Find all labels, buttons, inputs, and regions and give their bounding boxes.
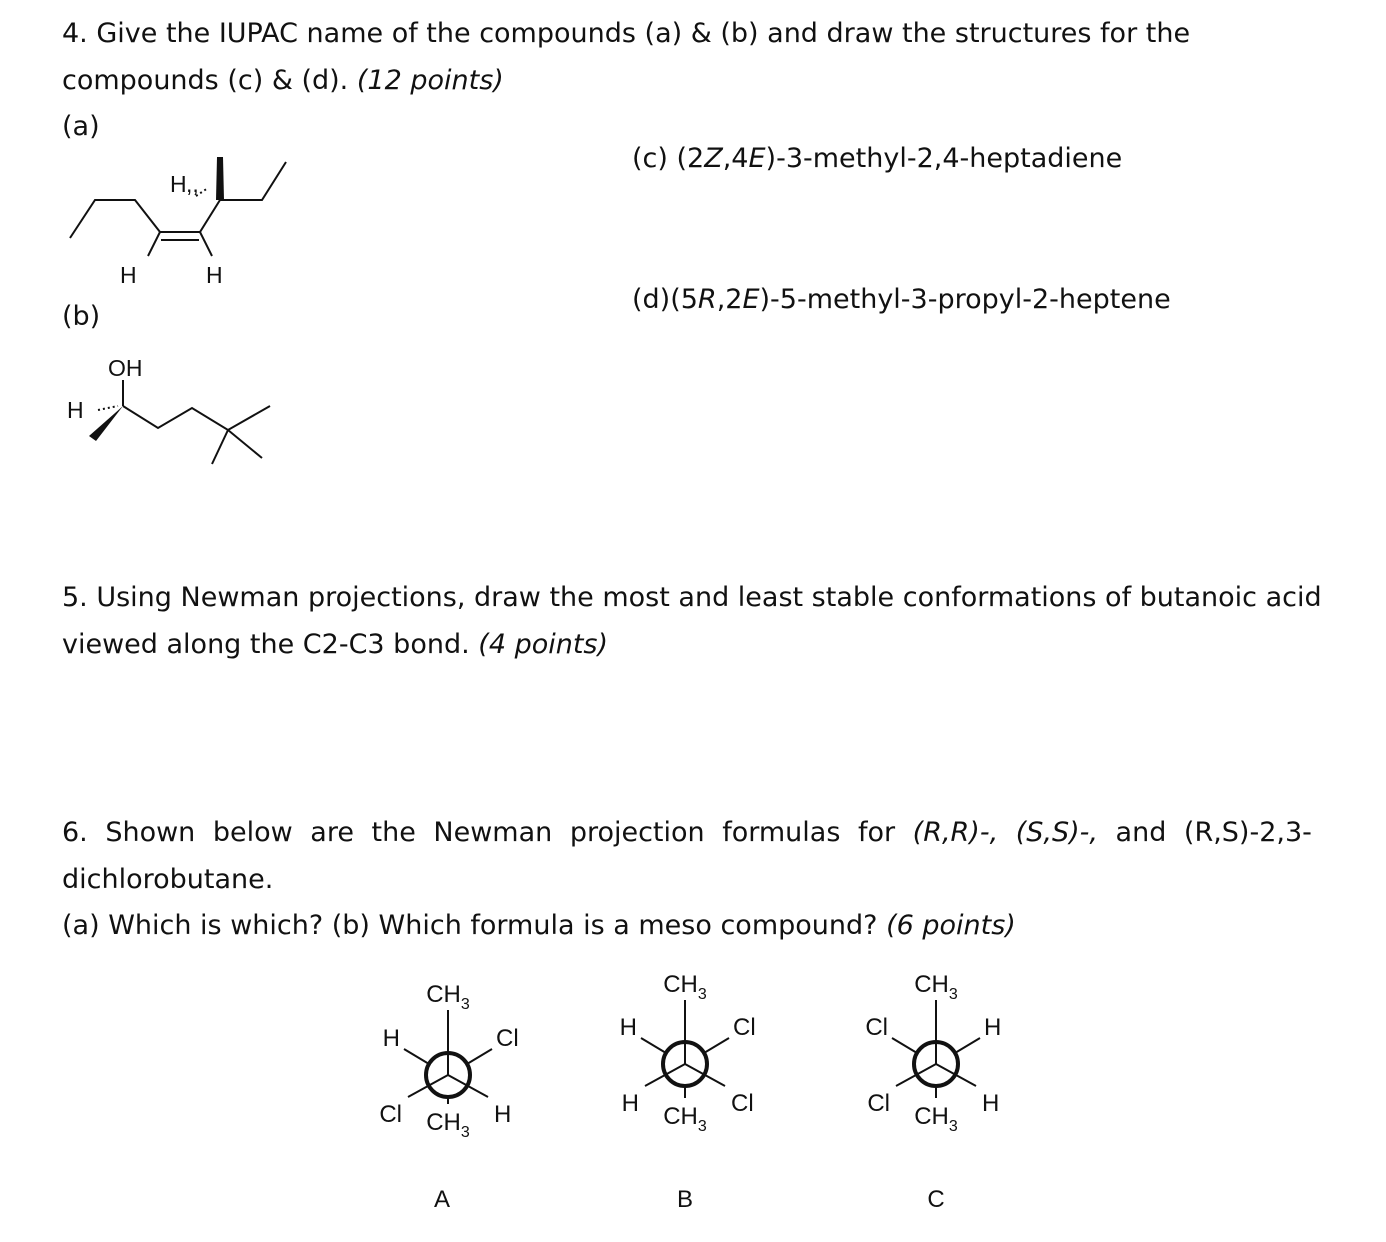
part-d-rest: )-5-methyl-3-propyl-2-heptene xyxy=(759,284,1171,315)
newman-upper-right-label: H xyxy=(984,1014,1002,1041)
struct-b-h: H xyxy=(67,397,84,423)
newman-bottom-label: $CH_3$ xyxy=(914,1103,958,1135)
q4-part-b-label: (b) xyxy=(62,301,101,332)
q6-rr: (R,R)-, xyxy=(912,817,999,848)
q4-line2-text: compounds (c) & (d). xyxy=(62,65,349,96)
newman-top-label: $CH_3$ xyxy=(426,981,470,1013)
q6-word: are xyxy=(310,817,354,848)
part-c-prefix: (c) (2 xyxy=(632,143,705,174)
newman-upper-left-label: H xyxy=(619,1014,637,1041)
q5-line2-text: viewed along the C2-C3 bond. xyxy=(62,629,470,660)
newman-bottom-label: $CH_3$ xyxy=(426,1109,470,1141)
part-d-e: E xyxy=(742,284,760,315)
newman-projections xyxy=(379,971,1001,1213)
q6-word: below xyxy=(212,817,293,848)
newman-top-label: $CH_3$ xyxy=(914,971,958,1003)
newman-upper-left-label: H xyxy=(382,1025,400,1052)
q5-line1: 5. Using Newman projections, draw the most and least stable conformations of butanoic acid xyxy=(62,582,1322,613)
newman-projection-a xyxy=(379,981,518,1213)
newman-lower-right-label: H xyxy=(982,1090,1000,1117)
newman-upper-left-label: Cl xyxy=(865,1014,888,1041)
struct-a-h-right: H xyxy=(206,262,223,288)
part-d-r: R xyxy=(697,284,717,315)
struct-a-h-left: H xyxy=(120,262,137,288)
q6-line3-text: (a) Which is which? (b) Which formula is a meso compound? xyxy=(62,910,878,941)
newman-lower-right-label: H xyxy=(494,1101,512,1128)
q4-points: (12 points) xyxy=(356,65,504,96)
q6-points: (6 points) xyxy=(886,910,1016,941)
q6-word: projection xyxy=(569,817,705,848)
q4-part-a-label: (a) xyxy=(62,111,100,142)
back-bond-upper-right xyxy=(467,1049,492,1064)
q6-word: the xyxy=(371,817,416,848)
part-d-mid: ,2 xyxy=(716,284,743,315)
q6-line2: dichlorobutane. xyxy=(62,864,274,895)
struct-b-oh: OH xyxy=(108,355,143,381)
part-c-mid: ,4 xyxy=(722,143,749,174)
newman-lower-left-label: H xyxy=(621,1090,639,1117)
newman-top-label: $CH_3$ xyxy=(663,971,707,1003)
q6-rs: (R,S)-2,3- xyxy=(1183,817,1312,848)
q6-word: formulas xyxy=(722,817,841,848)
struct-a-h-top: H xyxy=(170,171,187,197)
part-c-z: Z xyxy=(704,143,723,174)
newman-projection-c xyxy=(865,971,1001,1213)
newman-projection-b xyxy=(620,971,756,1213)
newman-lower-left-label: Cl xyxy=(867,1090,890,1117)
q6-word: Newman xyxy=(433,817,553,848)
structure-b xyxy=(89,380,270,464)
q6-word: 6. xyxy=(62,817,88,848)
newman-lower-left-label: Cl xyxy=(379,1101,402,1128)
newman-lower-right-label: Cl xyxy=(731,1090,754,1117)
part-c-rest: )-3-methyl-2,4-heptadiene xyxy=(765,143,1123,174)
q6-word: Shown xyxy=(105,817,196,848)
newman-letter-b: B xyxy=(676,1186,694,1213)
q6-word: and xyxy=(1115,817,1167,848)
q6-word: for xyxy=(857,817,896,848)
part-d-prefix: (d)(5 xyxy=(632,284,698,315)
back-bond-upper-left xyxy=(641,1038,666,1053)
newman-bottom-label: $CH_3$ xyxy=(663,1103,707,1135)
q6-ss: (S,S)-, xyxy=(1015,817,1098,848)
newman-upper-right-label: Cl xyxy=(733,1014,756,1041)
hash-mark: ,, xyxy=(186,171,199,197)
newman-letter-c: C xyxy=(927,1186,945,1213)
newman-letter-a: A xyxy=(433,1186,451,1213)
q5-points: (4 points) xyxy=(478,629,609,660)
part-c-e: E xyxy=(748,143,766,174)
back-bond-upper-right xyxy=(704,1038,729,1053)
back-bond-upper-right xyxy=(955,1038,980,1053)
newman-upper-right-label: Cl xyxy=(496,1025,519,1052)
q4-line1: 4. Give the IUPAC name of the compounds (a) & (b) and draw the structures for the xyxy=(62,18,1191,49)
back-bond-upper-left xyxy=(404,1049,429,1064)
back-bond-upper-left xyxy=(892,1038,917,1053)
